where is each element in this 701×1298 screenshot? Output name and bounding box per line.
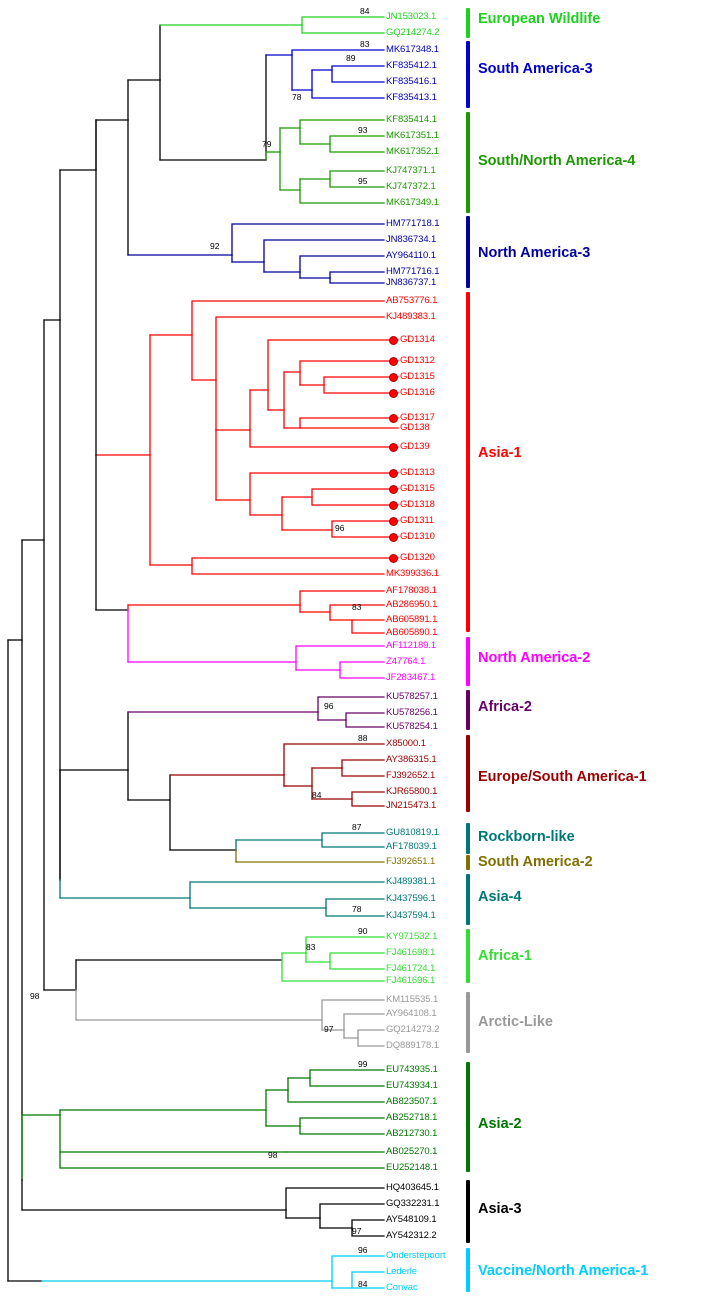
clade-name-rockborn-like: Rockborn-like xyxy=(478,829,575,845)
taxon-label: JN836734.1 xyxy=(386,234,437,245)
taxon-label: EU252148.1 xyxy=(386,1162,438,1173)
sample-marker-dot xyxy=(389,373,398,382)
bootstrap-value: 90 xyxy=(358,926,368,936)
taxon-label: GD139 xyxy=(400,441,430,452)
taxon-label: AB605890.1 xyxy=(386,627,438,638)
taxon-label: AB605891.1 xyxy=(386,614,438,625)
bootstrap-value: 88 xyxy=(358,733,368,743)
clade-name-south-america-2: South America-2 xyxy=(478,854,593,870)
sample-marker-dot xyxy=(389,469,398,478)
clade-name-european-wildlife: European Wildlife xyxy=(478,11,601,27)
taxon-label: AY548109.1 xyxy=(386,1214,437,1225)
bootstrap-value: 78 xyxy=(352,904,362,914)
taxon-label: GD1311 xyxy=(400,515,435,526)
taxon-label: AF112189.1 xyxy=(386,640,437,651)
clade-bar-africa-2 xyxy=(466,690,470,730)
clade-name-south-america-3: South America-3 xyxy=(478,61,593,77)
taxon-label: KU578256.1 xyxy=(386,707,438,718)
taxon-label: AB252718.1 xyxy=(386,1112,438,1123)
taxon-label: X85000.1 xyxy=(386,738,426,749)
bootstrap-value: 96 xyxy=(358,1245,368,1255)
taxon-label: KJ437596.1 xyxy=(386,893,436,904)
taxon-label: EU743934.1 xyxy=(386,1080,438,1091)
taxon-label: FJ461696.1 xyxy=(386,975,436,986)
sample-marker-dot xyxy=(389,501,398,510)
taxon-label: HM771718.1 xyxy=(386,218,440,229)
taxon-label: KY971532.1 xyxy=(386,931,438,942)
clade-name-asia-3: Asia-3 xyxy=(478,1201,522,1217)
taxon-label: KJ747372.1 xyxy=(386,181,436,192)
taxon-label: GD1310 xyxy=(400,531,435,542)
clade-bar-asia-1 xyxy=(466,292,470,632)
taxon-label: KJ437594.1 xyxy=(386,910,436,921)
clade-name-asia-2: Asia-2 xyxy=(478,1116,522,1132)
clade-bar-europe-south-america-1 xyxy=(466,735,470,812)
taxon-label: GD1315 xyxy=(400,483,435,494)
clade-bar-africa-1 xyxy=(466,929,470,983)
taxon-label: AB823507.1 xyxy=(386,1096,438,1107)
bootstrap-value: 83 xyxy=(306,942,316,952)
clade-name-arctic-like: Arctic-Like xyxy=(478,1014,553,1030)
bootstrap-value: 95 xyxy=(358,176,368,186)
taxon-label: GQ214274.2 xyxy=(386,27,440,38)
taxon-label: FJ392651.1 xyxy=(386,856,436,867)
taxon-label: GD138 xyxy=(400,422,430,433)
clade-name-vaccine-north-america-1: Vaccine/North America-1 xyxy=(478,1263,649,1279)
bootstrap-value: 96 xyxy=(324,701,334,711)
clade-name-north-america-2: North America-2 xyxy=(478,650,591,666)
bootstrap-value: 96 xyxy=(335,523,345,533)
taxon-label: GD1313 xyxy=(400,467,435,478)
clade-name-asia-4: Asia-4 xyxy=(478,889,522,905)
sample-marker-dot xyxy=(389,389,398,398)
clade-name-asia-1: Asia-1 xyxy=(478,445,522,461)
taxon-label: KF835412.1 xyxy=(386,60,437,71)
bootstrap-value: 79 xyxy=(262,139,272,149)
taxon-label: HM771716.1 xyxy=(386,266,440,277)
clade-bar-south-america-2 xyxy=(466,855,470,870)
taxon-label: Convac xyxy=(386,1282,418,1293)
bootstrap-value: 87 xyxy=(352,822,362,832)
sample-marker-dot xyxy=(389,533,398,542)
taxon-label: MK617352.1 xyxy=(386,146,439,157)
taxon-label: AB286950.1 xyxy=(386,599,438,610)
clade-bar-south-america-3 xyxy=(466,41,470,108)
taxon-label: KJ747371.1 xyxy=(386,165,436,176)
taxon-label: KJ489381.1 xyxy=(386,876,436,887)
taxon-label: KF835416.1 xyxy=(386,76,437,87)
clade-bar-north-america-2 xyxy=(466,637,470,686)
taxon-label: HQ403645.1 xyxy=(386,1182,439,1193)
taxon-label: KJR65800.1 xyxy=(386,786,438,797)
taxon-label: GD1312 xyxy=(400,355,435,366)
clade-name-africa-2: Africa-2 xyxy=(478,699,532,715)
taxon-label: FJ392652.1 xyxy=(386,770,436,781)
bootstrap-value: 84 xyxy=(360,6,370,16)
clade-bar-north-america-3 xyxy=(466,216,470,288)
taxon-label: AF178038.1 xyxy=(386,585,437,596)
bootstrap-value-root: 98 xyxy=(30,991,40,1001)
sample-marker-dot xyxy=(389,357,398,366)
bootstrap-value: 99 xyxy=(358,1059,368,1069)
taxon-label: FJ461698.1 xyxy=(386,947,436,958)
bootstrap-value: 84 xyxy=(358,1279,368,1289)
sample-marker-dot xyxy=(389,443,398,452)
clade-bar-asia-3 xyxy=(466,1180,470,1243)
taxon-label: AY386315.1 xyxy=(386,754,437,765)
taxon-label: KU578257.1 xyxy=(386,691,438,702)
taxon-label: Onderstepoort xyxy=(386,1250,446,1261)
bootstrap-value: 98 xyxy=(268,1150,278,1160)
taxon-label: AB212730.1 xyxy=(386,1128,438,1139)
taxon-label: FJ461724.1 xyxy=(386,963,436,974)
clade-name-europe-south-america-1: Europe/South America-1 xyxy=(478,769,647,785)
clade-bar-vaccine-north-america-1 xyxy=(466,1248,470,1292)
taxon-label: GD1314 xyxy=(400,334,435,345)
bootstrap-value: 83 xyxy=(352,602,362,612)
clade-name-africa-1: Africa-1 xyxy=(478,948,532,964)
bootstrap-value: 78 xyxy=(292,92,302,102)
sample-marker-dot xyxy=(389,414,398,423)
bootstrap-value: 92 xyxy=(210,241,220,251)
taxon-label: KM115535.1 xyxy=(386,994,439,1005)
taxon-label: GD1320 xyxy=(400,552,435,563)
bootstrap-value: 93 xyxy=(358,125,368,135)
taxon-label: GD1317 xyxy=(400,412,435,423)
taxon-label: JF283467.1 xyxy=(386,672,436,683)
taxon-label: AB025270.1 xyxy=(386,1146,438,1157)
taxon-label: GQ332231.1 xyxy=(386,1198,440,1209)
clade-bar-arctic-like xyxy=(466,992,470,1053)
bootstrap-value: 89 xyxy=(346,53,356,63)
clade-bar-asia-2 xyxy=(466,1062,470,1172)
clade-bar-european-wildlife xyxy=(466,8,470,38)
taxon-label: AY964110.1 xyxy=(386,250,436,261)
taxon-label: GQ214273.2 xyxy=(386,1024,440,1035)
clade-bar-rockborn-like xyxy=(466,823,470,854)
taxon-label: GU810819.1 xyxy=(386,827,439,838)
taxon-label: KU578254.1 xyxy=(386,721,438,732)
bootstrap-value: 97 xyxy=(324,1024,334,1034)
bootstrap-value: 83 xyxy=(360,39,370,49)
taxon-label: AY542312.2 xyxy=(386,1230,437,1241)
taxon-label: Lederle xyxy=(386,1266,417,1277)
bootstrap-value: 84 xyxy=(312,790,322,800)
clade-bar-south-north-america-4 xyxy=(466,112,470,213)
taxon-label: MK399336.1 xyxy=(386,568,439,579)
taxon-label: MK617349.1 xyxy=(386,197,439,208)
taxon-label: Z47764.1 xyxy=(386,656,426,667)
taxon-label: AB753776.1 xyxy=(386,295,438,306)
taxon-label: GD1315 xyxy=(400,371,435,382)
taxon-label: MK617351.1 xyxy=(386,130,439,141)
taxon-label: KF835414.1 xyxy=(386,114,437,125)
bootstrap-value: 97 xyxy=(352,1226,362,1236)
taxon-label: AY964108.1 xyxy=(386,1008,437,1019)
sample-marker-dot xyxy=(389,554,398,563)
taxon-label: KJ489383.1 xyxy=(386,311,436,322)
taxon-label: GD1318 xyxy=(400,499,435,510)
taxon-label: JN836737.1 xyxy=(386,277,437,288)
taxon-label: EU743935.1 xyxy=(386,1064,438,1075)
clade-bar-asia-4 xyxy=(466,874,470,925)
taxon-label: MK617348.1 xyxy=(386,44,439,55)
taxon-label: JN153023.1 xyxy=(386,11,437,22)
clade-name-south-north-america-4: South/North America-4 xyxy=(478,153,636,169)
taxon-label: KF835413.1 xyxy=(386,92,437,103)
sample-marker-dot xyxy=(389,336,398,345)
clade-name-north-america-3: North America-3 xyxy=(478,245,591,261)
taxon-label: AF178039.1 xyxy=(386,841,437,852)
taxon-label: GD1316 xyxy=(400,387,435,398)
sample-marker-dot xyxy=(389,517,398,526)
taxon-label: JN215473.1 xyxy=(386,800,437,811)
taxon-label: DQ889178.1 xyxy=(386,1040,439,1051)
sample-marker-dot xyxy=(389,485,398,494)
